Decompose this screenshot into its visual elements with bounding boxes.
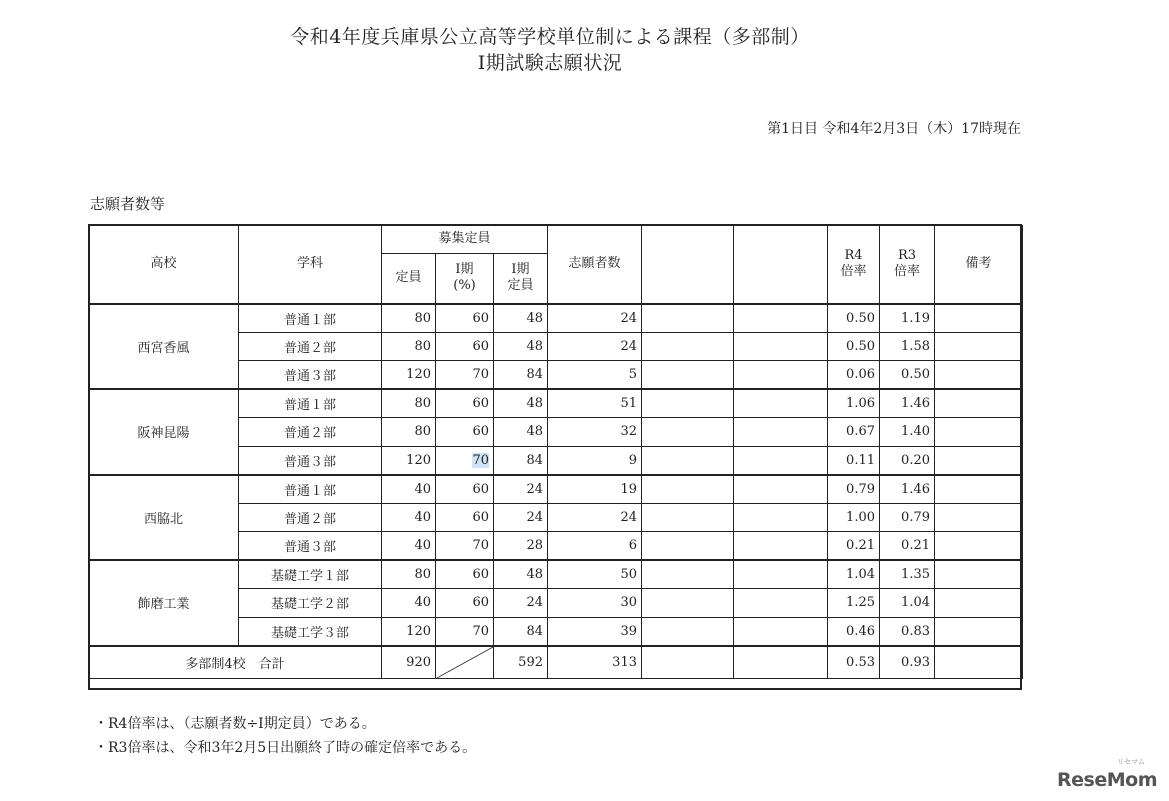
dept-cell: 基礎工学２部 <box>239 589 382 618</box>
header-applicants: 志願者数 <box>548 226 642 304</box>
remarks-cell <box>935 503 1023 532</box>
phase1-pct-value: 60 <box>472 509 489 525</box>
r3-rate-cell: 1.19 <box>880 304 935 333</box>
remarks-cell <box>935 560 1023 589</box>
table-row <box>89 475 1023 504</box>
remarks-cell <box>935 646 1023 679</box>
dept-cell: 普通３部 <box>239 361 382 390</box>
dept-cell: 普通２部 <box>239 418 382 447</box>
phase1-pct-value: 70 <box>472 538 489 553</box>
total-row <box>89 646 1023 679</box>
phase1-cap-cell: 84 <box>494 617 548 646</box>
applicants-cell: 32 <box>548 418 642 447</box>
r4-rate-cell: 1.25 <box>828 589 880 618</box>
phase1-pct-value: 60 <box>472 310 489 326</box>
r3-rate-cell: 1.40 <box>880 418 935 447</box>
blank-cell-1 <box>642 589 734 618</box>
r3-rate-cell: 0.50 <box>880 361 935 390</box>
blank-cell-1 <box>642 560 734 589</box>
dept-cell: 普通２部 <box>239 503 382 532</box>
capacity-cell: 40 <box>382 589 436 618</box>
blank-cell-1 <box>642 361 734 390</box>
document-subtitle: Ⅰ期試験志願状況 <box>477 52 623 74</box>
blank-cell-2 <box>734 446 828 475</box>
applicants-cell: 6 <box>548 532 642 561</box>
r3-rate-cell: 0.21 <box>880 532 935 561</box>
phase1-cap-cell: 28 <box>494 532 548 561</box>
remarks-cell <box>935 361 1023 390</box>
phase1-pct-cell <box>436 560 494 589</box>
watermark-small: リセマム <box>1117 758 1145 766</box>
r3-rate-cell: 1.04 <box>880 589 935 618</box>
r4-rate-cell: 1.04 <box>828 560 880 589</box>
blank-cell-1 <box>642 304 734 333</box>
phase1-cap-cell: 48 <box>494 389 548 418</box>
applicant-table <box>88 225 1023 679</box>
blank-cell-1 <box>642 475 734 504</box>
header-remarks: 備考 <box>935 226 1023 304</box>
r4-rate-cell: 0.67 <box>828 418 880 447</box>
phase1-pct-cell <box>436 332 494 361</box>
dept-cell: 基礎工学３部 <box>239 617 382 646</box>
capacity-cell: 80 <box>382 332 436 361</box>
blank-cell-2 <box>734 475 828 504</box>
remarks-cell <box>935 617 1023 646</box>
remarks-cell <box>935 532 1023 561</box>
applicants-cell: 30 <box>548 589 642 618</box>
school-name: 飾磨工業 <box>89 560 239 646</box>
blank-cell-1 <box>642 389 734 418</box>
r4-rate-cell: 1.06 <box>828 389 880 418</box>
header-r4-rate: R4 倍率 <box>828 226 880 304</box>
phase1-pct-cell <box>436 304 494 333</box>
phase1-pct-cell <box>436 617 494 646</box>
applicants-cell: 24 <box>548 304 642 333</box>
section-title: 志願者数等 <box>90 195 166 213</box>
diagonal-line <box>436 647 493 679</box>
table-row <box>89 560 1023 589</box>
blank-cell-2 <box>734 418 828 447</box>
footnote-r3: ・R3倍率は、令和3年2月5日出願終了時の確定倍率である。 <box>94 740 477 756</box>
phase1-cap-cell: 24 <box>494 589 548 618</box>
applicants-cell: 5 <box>548 361 642 390</box>
table-row <box>89 304 1023 333</box>
phase1-pct-value: 60 <box>472 396 489 411</box>
header-recruit-group: 募集定員 <box>382 226 548 254</box>
r3-rate-cell: 0.20 <box>880 446 935 475</box>
blank-cell-2 <box>734 532 828 561</box>
r4-rate-cell: 0.11 <box>828 446 880 475</box>
phase1-cap-cell: 84 <box>494 446 548 475</box>
r4-rate-cell: 0.46 <box>828 617 880 646</box>
applicants-cell: 24 <box>548 503 642 532</box>
status-date: 第1日目 令和4年2月3日（木）17時現在 <box>767 121 1021 137</box>
applicants-cell: 9 <box>548 446 642 475</box>
footnotes <box>94 712 476 760</box>
blank-cell-1 <box>642 446 734 475</box>
header-blank-2 <box>734 226 828 304</box>
total-r4: 0.53 <box>828 646 880 679</box>
blank-cell-1 <box>642 646 734 679</box>
applicants-cell: 50 <box>548 560 642 589</box>
r3-rate-cell: 0.79 <box>880 503 935 532</box>
blank-cell-1 <box>642 617 734 646</box>
r3-rate-cell: 0.83 <box>880 617 935 646</box>
total-diagonal <box>436 646 494 679</box>
phase1-pct-value: 60 <box>472 424 489 440</box>
total-label: 多部制4校 合計 <box>89 646 382 679</box>
phase1-cap-cell: 24 <box>494 475 548 504</box>
applicants-cell: 19 <box>548 475 642 504</box>
header-capacity: 定員 <box>382 254 436 304</box>
blank-cell-2 <box>734 361 828 390</box>
r4-rate-cell: 0.50 <box>828 332 880 361</box>
total-r3: 0.93 <box>880 646 935 679</box>
phase1-pct-value: 70 <box>472 367 489 382</box>
blank-cell-2 <box>734 617 828 646</box>
phase1-pct-cell <box>436 589 494 618</box>
capacity-cell: 80 <box>382 418 436 447</box>
remarks-cell <box>935 418 1023 447</box>
r3-rate-cell: 1.58 <box>880 332 935 361</box>
blank-cell-1 <box>642 532 734 561</box>
capacity-cell: 40 <box>382 503 436 532</box>
capacity-cell: 40 <box>382 532 436 561</box>
remarks-cell <box>935 304 1023 333</box>
r3-rate-cell: 1.46 <box>880 475 935 504</box>
capacity-cell: 120 <box>382 446 436 475</box>
remarks-cell <box>935 475 1023 504</box>
phase1-pct-cell <box>436 503 494 532</box>
header-phase1-cap: Ⅰ期 定員 <box>494 254 548 304</box>
remarks-cell <box>935 446 1023 475</box>
r4-rate-cell: 0.79 <box>828 475 880 504</box>
phase1-pct-cell <box>436 361 494 390</box>
dept-cell: 普通１部 <box>239 389 382 418</box>
school-name: 西宮香風 <box>89 304 239 390</box>
capacity-cell: 80 <box>382 560 436 589</box>
header-dept: 学科 <box>239 226 382 304</box>
phase1-pct-value: 60 <box>472 595 489 611</box>
applicants-cell: 24 <box>548 332 642 361</box>
dept-cell: 基礎工学１部 <box>239 560 382 589</box>
applicants-cell: 39 <box>548 617 642 646</box>
phase1-pct-value: 60 <box>472 567 489 582</box>
r4-rate-cell: 1.00 <box>828 503 880 532</box>
phase1-cap-cell: 84 <box>494 361 548 390</box>
r4-rate-cell: 0.50 <box>828 304 880 333</box>
remarks-cell <box>935 389 1023 418</box>
blank-cell-2 <box>734 589 828 618</box>
r4-rate-cell: 0.21 <box>828 532 880 561</box>
remarks-cell <box>935 332 1023 361</box>
blank-cell-1 <box>642 503 734 532</box>
total-applicants: 313 <box>548 646 642 679</box>
header-r3-rate: R3 倍率 <box>880 226 935 304</box>
header-blank-1 <box>642 226 734 304</box>
applicants-cell: 51 <box>548 389 642 418</box>
r4-rate-cell: 0.06 <box>828 361 880 390</box>
capacity-cell: 80 <box>382 389 436 418</box>
dept-cell: 普通２部 <box>239 332 382 361</box>
phase1-cap-cell: 48 <box>494 418 548 447</box>
blank-cell-2 <box>734 332 828 361</box>
capacity-cell: 40 <box>382 475 436 504</box>
phase1-pct-value: 70 <box>472 452 489 468</box>
total-capacity: 920 <box>382 646 436 679</box>
phase1-pct-cell <box>436 418 494 447</box>
school-name: 阪神昆陽 <box>89 389 239 475</box>
dept-cell: 普通１部 <box>239 304 382 333</box>
dept-cell: 普通３部 <box>239 446 382 475</box>
capacity-cell: 120 <box>382 617 436 646</box>
blank-cell-2 <box>734 560 828 589</box>
watermark-logo: ReseMom <box>1057 769 1157 791</box>
phase1-pct-cell <box>436 446 494 475</box>
blank-cell-1 <box>642 332 734 361</box>
table-row <box>89 389 1023 418</box>
phase1-cap-cell: 48 <box>494 304 548 333</box>
phase1-cap-cell: 24 <box>494 503 548 532</box>
phase1-cap-cell: 48 <box>494 332 548 361</box>
phase1-pct-value: 60 <box>472 338 489 354</box>
capacity-cell: 120 <box>382 361 436 390</box>
remarks-cell <box>935 589 1023 618</box>
dept-cell: 普通３部 <box>239 532 382 561</box>
phase1-cap-cell: 48 <box>494 560 548 589</box>
blank-cell-2 <box>734 389 828 418</box>
document-title: 令和4年度兵庫県公立高等学校単位制による課程（多部制） <box>290 26 810 48</box>
blank-cell-1 <box>642 418 734 447</box>
dept-cell: 普通１部 <box>239 475 382 504</box>
phase1-pct-cell <box>436 389 494 418</box>
blank-cell-2 <box>734 304 828 333</box>
phase1-pct-value: 70 <box>472 623 489 639</box>
blank-cell-2 <box>734 646 828 679</box>
capacity-cell: 80 <box>382 304 436 333</box>
footnote-r4: ・R4倍率は、（志願者数÷Ⅰ期定員）である。 <box>94 716 376 732</box>
header-phase1-pct: Ⅰ期 (%) <box>436 254 494 304</box>
phase1-pct-cell <box>436 532 494 561</box>
r3-rate-cell: 1.46 <box>880 389 935 418</box>
school-name: 西脇北 <box>89 475 239 561</box>
phase1-pct-value: 60 <box>472 481 489 497</box>
r3-rate-cell: 1.35 <box>880 560 935 589</box>
blank-cell-2 <box>734 503 828 532</box>
phase1-pct-cell <box>436 475 494 504</box>
total-phase1: 592 <box>494 646 548 679</box>
header-school: 高校 <box>89 226 239 304</box>
